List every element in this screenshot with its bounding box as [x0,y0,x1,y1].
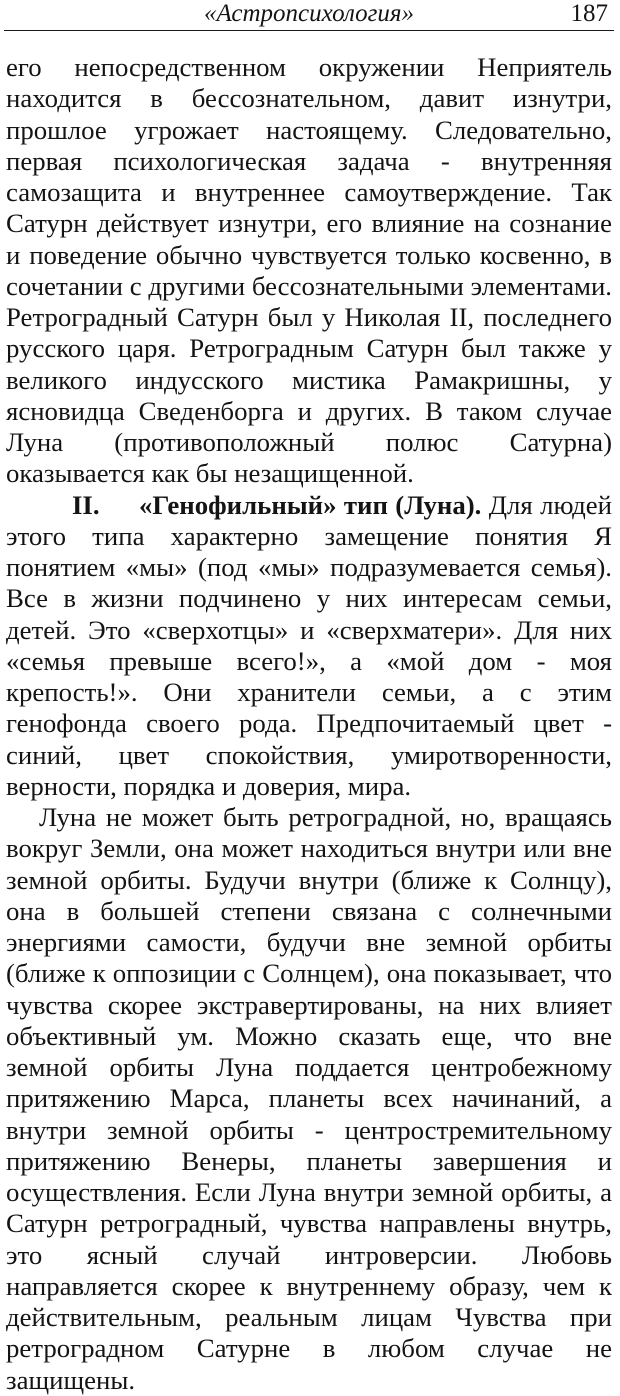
running-title: «Астропсихология» [203,0,415,27]
paragraph-genophile-text: Для людей этого типа характерно замещение понятия Я понятием «мы» (под «мы» подразумевается семья). Все в жизни подчинено у них интересам семьи, детей. Это «сверхотцы» и «сверхматери». Для них «семья превыше всего!», а «мой дом - моя крепость!». Они хранители семьи, а с этим генофонда своего рода. Предпочитаемый цвет - синий, цвет спокойствия, умиротворенности, верности, порядка и доверия, мира. [6,489,613,801]
body-text [6,52,612,1396]
section-title: «Генофильный» тип (Луна). [139,489,482,520]
paragraph-saturn-continuation: его непосредственном окружении Неприятель находится в бессознательном, давит изнутри, прошлое угрожает настоящему. Следовательно, первая психологическая задача - внутренняя самозащита и внутреннее самоутверждение. Так Сатурн действует изнутри, его влияние на сознание и поведение обычно чувствуется только косвенно, в сочетании с другими бессознательными элементами. Ретроградный Сатурн был у Николая II, последнего русского царя. Ретроградным Сатурн был также у великого индусского мистика Рамакришны, у ясновидца Сведенборга и других. В таком случае Луна (противоположный полюс Сатурна) оказывается как бы незащищенной. [6,52,612,489]
paragraph-moon-orbit: Луна не может быть ретроградной, но, вращаясь вокруг Земли, она может находиться внутри или вне земной орбиты. Будучи внутри (ближе к Солнцу), она в большей степени связана с солнечными энергиями самости, будучи вне земной орбиты (ближе к оппозиции с Солнцем), она показывает, что чувства скорее экстравертированы, на них влияет объективный ум. Можно сказать еще, что вне земной орбиты Луна поддается центробежному притяжению Марса, планеты всех начинаний, а внутри земной орбиты - центростремительному притяжению Венеры, планеты завершения и осуществления. Если Луна внутри земной орбиты, а Сатурн ретроградный, чувства направлены внутрь, это ясный случай интроверсии. Любовь направляется скорее к внутреннему образу, чем к действительным, реальным лицам Чувства при ретроградном Сатурне в любом случае не защищены. [6,802,612,1395]
paragraph-genophile-type [6,490,612,803]
section-heading [39,490,481,520]
section-number: II. [72,489,100,520]
page-number: 187 [570,0,608,27]
running-header [4,0,614,31]
